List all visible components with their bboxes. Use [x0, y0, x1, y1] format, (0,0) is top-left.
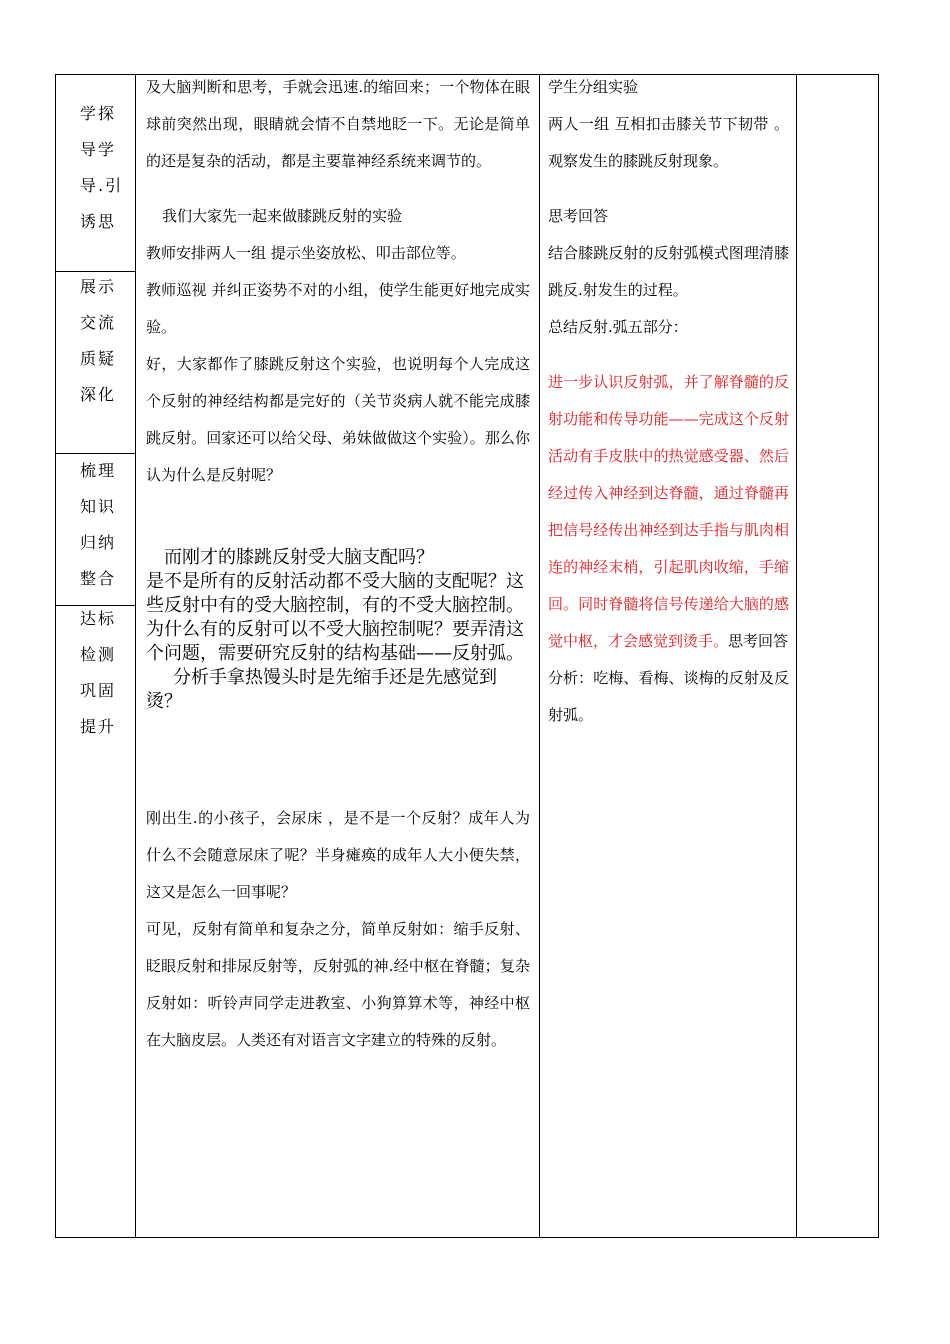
stage-cell-1 [80, 96, 135, 240]
stage-label: 归纳 [80, 533, 117, 552]
stage-label: 深化 [80, 385, 117, 404]
stage-cell-2 [80, 269, 135, 413]
student-text: 学生分组实验 [548, 78, 639, 96]
column-divider-3 [796, 74, 797, 1238]
column-divider-1 [135, 74, 136, 1238]
student-activity-column [548, 69, 789, 734]
stage-label: 梳理 [80, 461, 117, 480]
reflex-arc-text: 进一步认识反射弧，并了解脊髓的反射功能和传导功能——完成这个反射活动有手皮肤中的热觉感受器、然后经过传入神经到达脊髓，通过脊髓再把信号经传出神经到达手指与肌肉相连的神经末梢，引起肌肉收缩，手缩回。同时脊髓将信号传递给大脑的感觉中枢，才会感觉到烫手。 [548, 373, 789, 650]
student-text: 思考回答 [548, 207, 609, 225]
reflex-arc-explanation [548, 364, 789, 660]
stage-label: 巩固 [80, 681, 117, 700]
stage-label: 导学 [80, 140, 117, 159]
stage-label: 交流 [80, 313, 117, 332]
teacher-paragraph: 教师安排两人一组 提示坐姿放松、叩击部位等。 [146, 244, 466, 262]
teacher-paragraph: 好，大家都作了膝跳反射这个实验，也说明每个人完成这个反射的神经结构都是完好的（关节炎病人就不能完成膝跳反射。回家还可以给父母、弟妹做做这个实验）。那么你认为什么是反射呢？ [146, 355, 530, 484]
stage-label: 学探 [80, 104, 117, 123]
stage-label: 达标 [80, 609, 117, 628]
column-divider-2 [539, 74, 540, 1238]
teacher-activity-column [146, 69, 530, 1059]
student-text: 两人一组 互相扣击膝关节下韧带 。观察发生的膝跳反射现象。 [548, 115, 789, 170]
teacher-paragraph: 我们大家先一起来做膝跳反射的实验 [162, 207, 403, 225]
stage-label: 整合 [80, 569, 117, 588]
student-text: 结合膝跳反射的反射弧模式图理清膝跳反.射发生的过程。 [548, 244, 789, 299]
stage-label: 知识 [80, 497, 117, 516]
stage-label: 展示 [80, 277, 117, 296]
stage-cell-4 [80, 601, 135, 745]
teacher-paragraph: 刚出生.的小孩子，会尿床 ，是不是一个反射？成年人为什么不会随意尿床了呢？半身瘫痪的成年人大小便失禁，这又是怎么一回事呢？ [146, 809, 530, 901]
stage-label: 质疑 [80, 349, 117, 368]
teacher-paragraph: 可见，反射有简单和复杂之分，简单反射如：缩手反射、眨眼反射和排尿反射等，反射弧的神.经中枢在脊髓；复杂反射如：听铃声同学走进教室、小狗算算术等，神经中枢在大脑皮层。人类还有对语言文字建立的特殊的反射。 [146, 920, 530, 1049]
stage-label: 提升 [80, 717, 117, 736]
stage-label: 检测 [80, 645, 117, 664]
table-border-right [878, 74, 879, 1238]
question-hot-bun: 分析手拿热馒头时是先缩手还是先感觉到烫？ [146, 667, 497, 712]
question-knee-reflex: 而刚才的膝跳反射受大脑支配吗？ [164, 547, 434, 568]
table-border-bottom [55, 1237, 879, 1238]
student-text: 思考回答 [728, 632, 789, 650]
stage-cell-3 [80, 453, 135, 597]
stage-label: 诱思 [80, 212, 117, 231]
student-text: 总结反射.弧五部分： [548, 318, 688, 336]
question-reflex-control: 是不是所有的反射活动都不受大脑的支配呢？这些反射中有的受大脑控制，有的不受大脑控制。为什么有的反射可以不受大脑控制呢？要弄清这个问题，需要研究反射的结构基础——反射弧。 [146, 571, 524, 664]
teacher-paragraph: 教师巡视 并纠正姿势不对的小组，使学生能更好地完成实验。 [146, 281, 530, 336]
student-text: 分析：吃梅、看梅、谈梅的反射及反射弧。 [548, 669, 789, 724]
table-border-left [55, 74, 56, 1238]
teacher-paragraph: 及大脑判断和思考，手就会迅速.的缩回来；一个物体在眼球前突然出现，眼睛就会情不自禁地眨一下。无论是简单的还是复杂的活动，都是主要靠神经系统来调节的。 [146, 78, 530, 170]
stage-label: 导.引 [80, 176, 124, 195]
